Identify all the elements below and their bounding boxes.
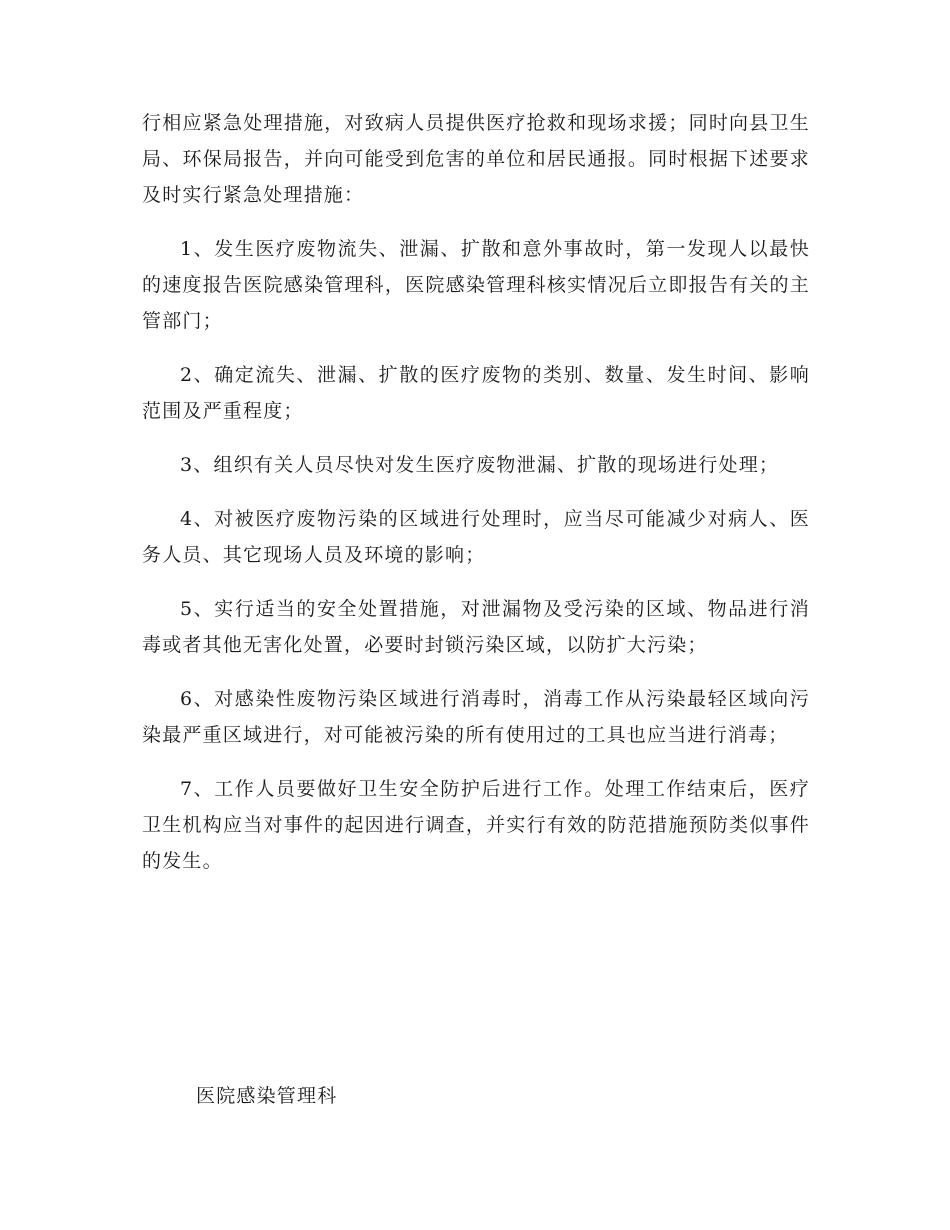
- paragraph-intro: 行相应紧急处理措施，对致病人员提供医疗抢救和现场求援；同时向县卫生局、环保局报告，并向可能受到危害的单位和居民通报。同时根据下述要求及时实行紧急处理措施：: [142, 112, 810, 206]
- paragraph-item-6: 6、对感染性废物污染区域进行消毒时，消毒工作从污染最轻区域向污染最严重区域进行，对可能被污染的所有使用过的工具也应当进行消毒；: [142, 688, 810, 746]
- signature-department: 医院感染管理科: [196, 1085, 338, 1107]
- paragraph-item-1: 1、发生医疗废物流失、泄漏、扩散和意外事故时，第一发现人以最快的速度报告医院感染管理科，医院感染管理科核实情况后立即报告有关的主管部门；: [142, 238, 810, 332]
- paragraph-item-4: 4、对被医疗废物污染的区域进行处理时，应当尽可能减少对病人、医务人员、其它现场人员及环境的影响；: [142, 508, 810, 566]
- document-body: [142, 105, 810, 897]
- paragraph-item-7: 7、工作人员要做好卫生安全防护后进行工作。处理工作结束后，医疗卫生机构应当对事件的起因进行调查，并实行有效的防范措施预防类似事件的发生。: [142, 778, 810, 872]
- paragraph-item-5: 5、实行适当的安全处置措施，对泄漏物及受污染的区域、物品进行消毒或者其他无害化处置，必要时封锁污染区域，以防扩大污染；: [142, 598, 810, 656]
- paragraph-item-3: 3、组织有关人员尽快对发生医疗废物泄漏、扩散的现场进行处理；: [180, 454, 780, 476]
- paragraph-item-2: 2、确定流失、泄漏、扩散的医疗废物的类别、数量、发生时间、影响范围及严重程度；: [142, 364, 810, 422]
